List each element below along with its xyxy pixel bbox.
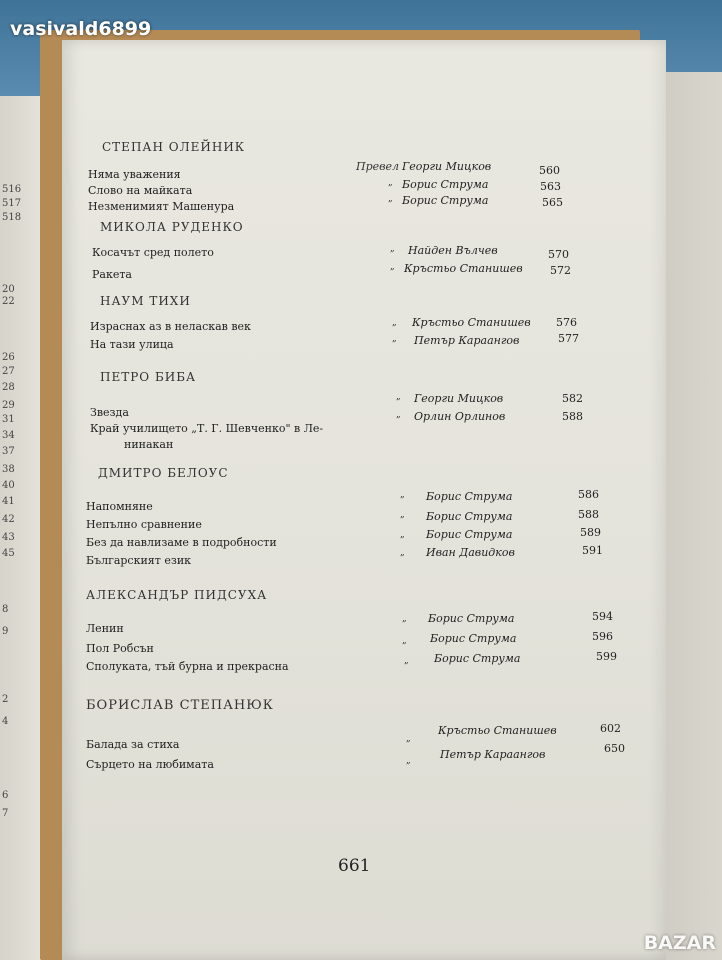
author-heading: СТЕПАН ОЛЕЙНИК	[102, 140, 246, 154]
left-page-number: 29	[2, 400, 15, 411]
translator-prefix: Превел	[356, 160, 400, 173]
ditto-mark: „	[404, 656, 409, 666]
entry-title: Пол Робсън	[86, 642, 154, 655]
entry-title: Израснах аз в неласкав век	[90, 320, 251, 333]
entry-title: Напомняне	[86, 500, 153, 513]
entry-page: 650	[604, 742, 625, 755]
entry-translator: Борис Струма	[426, 510, 513, 523]
entry-translator: Кръстьо Станишев	[438, 724, 557, 737]
entry-translator: Кръстьо Станишев	[412, 316, 531, 329]
entry-title: Българският език	[86, 554, 192, 567]
ditto-mark: „	[400, 530, 405, 540]
ditto-mark: „	[400, 490, 405, 500]
ditto-mark: „	[406, 734, 411, 744]
ditto-mark: „	[400, 510, 405, 520]
entry-translator: Борис Струма	[426, 528, 513, 541]
entry-translator: Петър Караангов	[440, 748, 546, 761]
left-page-number: 4	[2, 716, 9, 727]
entry-translator: Найден Вълчев	[408, 244, 498, 257]
ditto-mark: „	[390, 262, 395, 272]
entry-title: Звезда	[90, 406, 129, 419]
left-page-number: 2	[2, 694, 9, 705]
left-page-number: 9	[2, 626, 9, 637]
entry-title: Край училището „Т. Г. Шевченко" в Ле-	[90, 422, 324, 435]
seller-watermark: vasivald6899	[10, 18, 152, 40]
entry-page: 599	[596, 650, 617, 663]
entry-title: Косачът сред полето	[92, 246, 214, 259]
left-page-number: 26	[2, 352, 15, 363]
entry-page: 586	[578, 488, 599, 501]
entry-title: Сърцето на любимата	[86, 758, 214, 771]
page-number: 661	[338, 856, 371, 876]
left-page-number: 38	[2, 464, 15, 475]
entry-title-continuation: нинакан	[124, 438, 174, 451]
ditto-mark: „	[402, 614, 407, 624]
entry-page: 577	[558, 332, 579, 345]
entry-translator: Борис Струма	[430, 632, 517, 645]
ditto-mark: „	[396, 410, 401, 420]
left-page-number: 42	[2, 514, 15, 525]
entry-title: На тази улица	[90, 338, 174, 351]
entry-translator: Борис Струма	[428, 612, 515, 625]
ditto-mark: „	[396, 392, 401, 402]
left-page-number: 517	[2, 198, 22, 209]
entry-page: 588	[562, 410, 583, 423]
entry-translator: Борис Струма	[402, 178, 489, 191]
entry-page: 589	[580, 526, 601, 539]
author-heading: ДМИТРО БЕЛОУС	[98, 466, 229, 480]
entry-title: Слово на майката	[88, 184, 193, 197]
left-page-number: 6	[2, 790, 9, 801]
entry-title: Незменимият Машенура	[88, 200, 235, 213]
ditto-mark: „	[390, 244, 395, 254]
entry-page: 582	[562, 392, 583, 405]
entry-translator: Кръстьо Станишев	[404, 262, 523, 275]
entry-title: Ленин	[86, 622, 124, 635]
entry-title: Сполуката, тъй бурна и прекрасна	[86, 660, 289, 673]
left-page-number: 516	[2, 184, 22, 195]
entry-translator: Орлин Орлинов	[414, 410, 506, 423]
left-page-number: 8	[2, 604, 9, 615]
ditto-mark: „	[392, 334, 397, 344]
ditto-mark: „	[402, 636, 407, 646]
contents-page	[62, 40, 666, 960]
entry-translator: Борис Струма	[426, 490, 513, 503]
entry-page: 602	[600, 722, 621, 735]
ditto-mark: „	[388, 178, 393, 188]
entry-page: 560	[539, 164, 560, 177]
entry-page: 591	[582, 544, 603, 557]
ditto-mark: „	[388, 194, 393, 204]
author-heading: АЛЕКСАНДЪР ПИДСУХА	[86, 588, 268, 602]
author-heading: БОРИСЛАВ СТЕПАНЮК	[86, 698, 274, 713]
entry-page: 596	[592, 630, 613, 643]
left-page-number: 518	[2, 212, 22, 223]
left-page-number: 28	[2, 382, 15, 393]
author-heading: ПЕТРО БИБА	[100, 370, 197, 384]
entry-page: 563	[540, 180, 561, 193]
entry-title: Ракета	[92, 268, 132, 281]
entry-translator: Иван Давидков	[426, 546, 515, 559]
entry-page: 565	[542, 196, 563, 209]
entry-translator: Георги Мицков	[402, 160, 492, 173]
entry-page: 572	[550, 264, 571, 277]
author-heading: МИКОЛА РУДЕНКО	[100, 220, 244, 234]
left-page-number: 37	[2, 446, 15, 457]
entry-translator: Борис Струма	[434, 652, 521, 665]
bazar-logo: BAZAR	[643, 932, 716, 954]
entry-title: Балада за стиха	[86, 738, 180, 751]
left-page-number: 31	[2, 414, 15, 425]
entry-translator: Борис Струма	[402, 194, 489, 207]
ditto-mark: „	[392, 318, 397, 328]
entry-title: Непълно сравнение	[86, 518, 202, 531]
left-page-number: 41	[2, 496, 15, 507]
left-page-number: 22	[2, 296, 15, 307]
entry-page: 588	[578, 508, 599, 521]
ditto-mark: „	[400, 548, 405, 558]
entry-page: 576	[556, 316, 577, 329]
entry-title: Няма уважения	[88, 168, 181, 181]
entry-title: Без да навлизаме в подробности	[86, 536, 277, 549]
left-page-number: 43	[2, 532, 15, 543]
entry-translator: Петър Караангов	[414, 334, 520, 347]
left-page-number: 45	[2, 548, 15, 559]
left-page-number: 27	[2, 366, 15, 377]
entry-translator: Георги Мицков	[414, 392, 504, 405]
left-page-number: 7	[2, 808, 9, 819]
author-heading: НАУМ ТИХИ	[100, 294, 191, 308]
entry-page: 570	[548, 248, 569, 261]
left-page-number: 20	[2, 284, 15, 295]
ditto-mark: „	[406, 756, 411, 766]
left-page-number: 34	[2, 430, 15, 441]
left-page-number: 40	[2, 480, 15, 491]
entry-page: 594	[592, 610, 613, 623]
